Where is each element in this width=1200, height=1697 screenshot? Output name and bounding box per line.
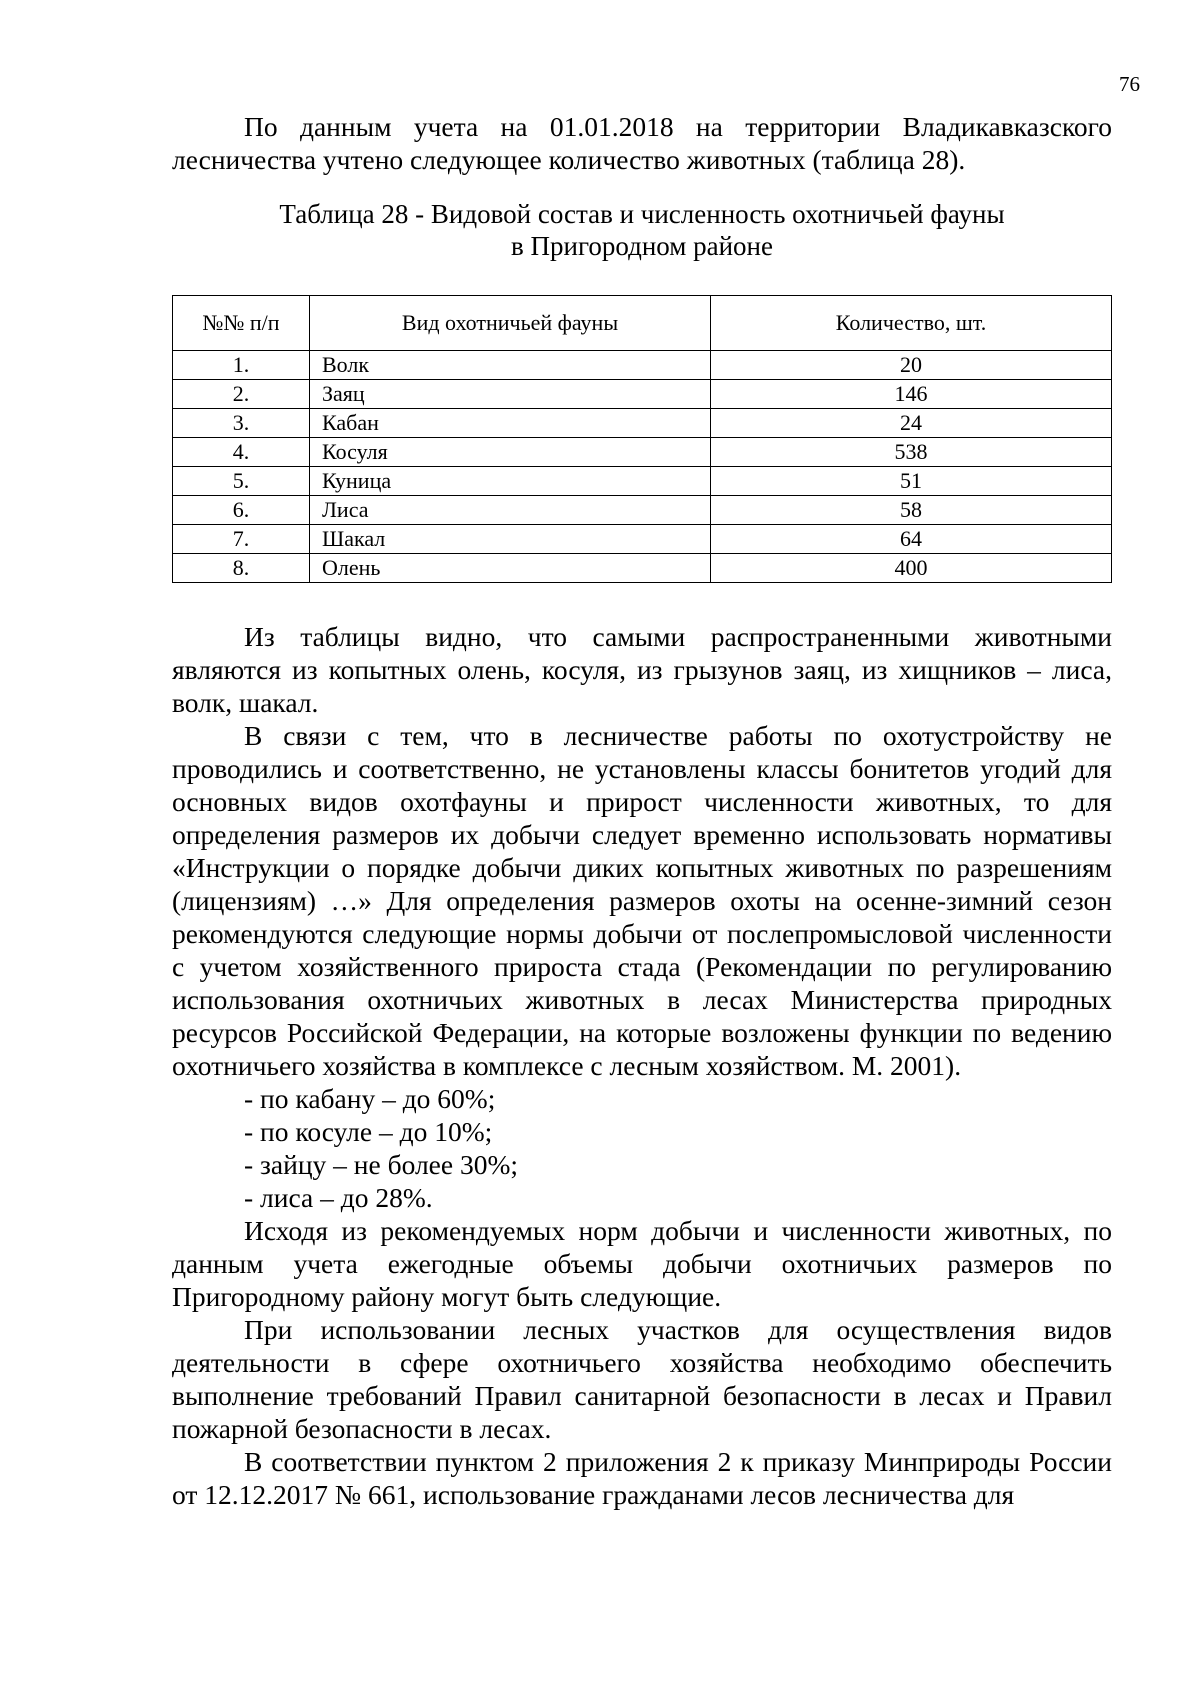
paragraph-norms: В связи с тем, что в лесничестве работы по охотустройству не проводились и соответственно, не установлены классы бонитетов угодий для основных видов охотфауны и прирост численности животных, то для определения размеров их добычи следует временно использовать нормативы «Инструкции о порядке добычи диких копытных животных по разрешениям (лицензиям) …» Для определения размеров охоты на осенне-зимний сезон рекомендуются следующие нормы добычи от послепромысловой численности с учетом хозяйственного прироста стада (Рекомендации по регулированию использования охотничьих животных в лесах Министерства природных ресурсов Российской Федерации, на которые возложены функции по ведению охотничьего хозяйства в комплексе с лесным хозяйством. М. 2001). <box>172 720 1112 1081</box>
table-row <box>173 525 1112 554</box>
document-body <box>172 110 1112 1511</box>
header-species: Вид охотничьей фауны <box>310 296 711 351</box>
row-quantity: 146 <box>711 380 1112 409</box>
row-species: Олень <box>310 554 711 583</box>
header-num: №№ п/п <box>173 296 310 351</box>
table-row <box>173 496 1112 525</box>
row-num: 5. <box>173 467 310 496</box>
row-quantity: 538 <box>711 438 1112 467</box>
paragraph-safety: При использовании лесных участков для осуществления видов деятельности в сфере охотничьего хозяйства необходимо обеспечить выполнение требований Правил санитарной безопасности в лесах и Правил пожарной безопасности в лесах. <box>172 1314 1112 1444</box>
table-row <box>173 351 1112 380</box>
row-num: 1. <box>173 351 310 380</box>
list-item: - по косуле – до 10%; <box>244 1116 493 1147</box>
paragraph-order: В соответствии пунктом 2 приложения 2 к приказу Минприроды России от 12.12.2017 № 661, использование гражданами лесов лесничества для <box>172 1446 1112 1510</box>
row-num: 8. <box>173 554 310 583</box>
list-item: - зайцу – не более 30%; <box>244 1149 519 1180</box>
table-caption <box>172 198 1112 262</box>
row-quantity: 51 <box>711 467 1112 496</box>
row-species: Шакал <box>310 525 711 554</box>
row-quantity: 64 <box>711 525 1112 554</box>
table-caption-line-2: в Пригородном районе <box>511 231 773 261</box>
row-quantity: 20 <box>711 351 1112 380</box>
row-species: Косуля <box>310 438 711 467</box>
table-caption-line-1: Таблица 28 - Видовой состав и численность охотничьей фауны <box>279 199 1005 229</box>
table-header-row <box>173 296 1112 351</box>
page-number: 76 <box>1119 72 1140 96</box>
table-row <box>173 438 1112 467</box>
fauna-table <box>172 295 1112 583</box>
paragraph-volumes: Исходя из рекомендуемых норм добычи и численности животных, по данным учета ежегодные объемы добычи охотничьих размеров по Пригородному району могут быть следующие. <box>172 1215 1112 1312</box>
row-species: Лиса <box>310 496 711 525</box>
row-num: 2. <box>173 380 310 409</box>
list-item: - лиса – до 28%. <box>244 1182 433 1213</box>
row-quantity: 400 <box>711 554 1112 583</box>
row-species: Куница <box>310 467 711 496</box>
table-row <box>173 409 1112 438</box>
row-num: 3. <box>173 409 310 438</box>
row-species: Волк <box>310 351 711 380</box>
row-quantity: 24 <box>711 409 1112 438</box>
paragraph-conclusion: Из таблицы видно, что самыми распространенными животными являются из копытных олень, косуля, из грызунов заяц, из хищников – лиса, волк, шакал. <box>172 621 1112 718</box>
row-species: Заяц <box>310 380 711 409</box>
row-quantity: 58 <box>711 496 1112 525</box>
list-item: - по кабану – до 60%; <box>244 1083 496 1114</box>
table-row <box>173 467 1112 496</box>
row-species: Кабан <box>310 409 711 438</box>
table-row <box>173 554 1112 583</box>
row-num: 6. <box>173 496 310 525</box>
header-quantity: Количество, шт. <box>711 296 1112 351</box>
row-num: 4. <box>173 438 310 467</box>
row-num: 7. <box>173 525 310 554</box>
table-row <box>173 380 1112 409</box>
intro-paragraph: По данным учета на 01.01.2018 на территории Владикавказского лесничества учтено следующее количество животных (таблица 28). <box>172 111 1112 175</box>
